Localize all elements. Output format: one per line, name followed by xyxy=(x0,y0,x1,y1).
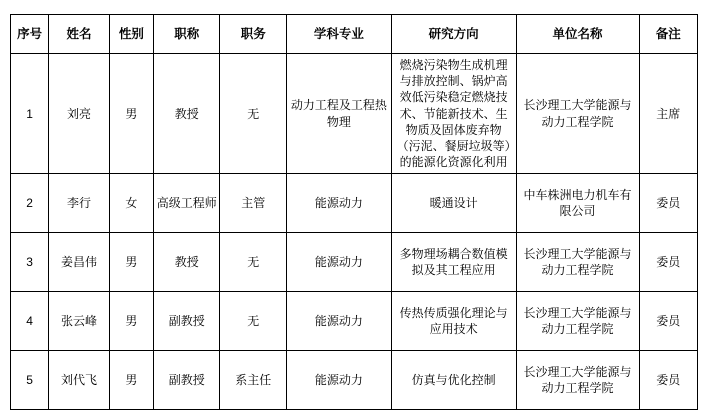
cell-title: 教授 xyxy=(154,54,220,174)
cell-gender: 女 xyxy=(109,174,153,233)
cell-note: 委员 xyxy=(639,292,698,351)
cell-post: 主管 xyxy=(220,174,286,233)
cell-title: 副教授 xyxy=(154,292,220,351)
cell-name: 李行 xyxy=(49,174,109,233)
cell-gender: 男 xyxy=(109,292,153,351)
cell-major: 能源动力 xyxy=(286,351,391,410)
table-row xyxy=(11,174,698,233)
cell-major: 能源动力 xyxy=(286,174,391,233)
cell-name: 刘代飞 xyxy=(49,351,109,410)
cell-gender: 男 xyxy=(109,351,153,410)
cell-field: 多物理场耦合数值模拟及其工程应用 xyxy=(391,233,516,292)
table-row xyxy=(11,54,698,174)
cell-name: 张云峰 xyxy=(49,292,109,351)
column-header-gender: 性别 xyxy=(109,15,153,54)
table-header-row xyxy=(11,15,698,54)
cell-field: 燃烧污染物生成机理与排放控制、锅炉高效低污染稳定燃烧技术、节能新技术、生物质及固体废弃物（污泥、餐厨垃圾等）的能源化资源化利用 xyxy=(391,54,516,174)
column-header-major: 学科专业 xyxy=(286,15,391,54)
cell-seq: 2 xyxy=(11,174,49,233)
cell-title: 教授 xyxy=(154,233,220,292)
column-header-org: 单位名称 xyxy=(516,15,639,54)
column-header-note: 备注 xyxy=(639,15,698,54)
cell-seq: 5 xyxy=(11,351,49,410)
cell-major: 能源动力 xyxy=(286,292,391,351)
column-header-post: 职务 xyxy=(220,15,286,54)
cell-note: 主席 xyxy=(639,54,698,174)
cell-note: 委员 xyxy=(639,233,698,292)
column-header-name: 姓名 xyxy=(49,15,109,54)
table-row xyxy=(11,233,698,292)
cell-major: 能源动力 xyxy=(286,233,391,292)
column-header-field: 研究方向 xyxy=(391,15,516,54)
cell-major: 动力工程及工程热物理 xyxy=(286,54,391,174)
column-header-seq: 序号 xyxy=(11,15,49,54)
cell-org: 长沙理工大学能源与动力工程学院 xyxy=(516,292,639,351)
cell-name: 姜昌伟 xyxy=(49,233,109,292)
cell-org: 中车株洲电力机车有限公司 xyxy=(516,174,639,233)
cell-field: 仿真与优化控制 xyxy=(391,351,516,410)
cell-gender: 男 xyxy=(109,233,153,292)
cell-note: 委员 xyxy=(639,174,698,233)
cell-note: 委员 xyxy=(639,351,698,410)
cell-field: 传热传质强化理论与应用技术 xyxy=(391,292,516,351)
cell-field: 暖通设计 xyxy=(391,174,516,233)
column-header-title: 职称 xyxy=(154,15,220,54)
cell-org: 长沙理工大学能源与动力工程学院 xyxy=(516,54,639,174)
cell-seq: 4 xyxy=(11,292,49,351)
cell-post: 系主任 xyxy=(220,351,286,410)
committee-roster-table xyxy=(10,14,698,410)
cell-post: 无 xyxy=(220,54,286,174)
table-row xyxy=(11,351,698,410)
cell-seq: 1 xyxy=(11,54,49,174)
cell-gender: 男 xyxy=(109,54,153,174)
table-row xyxy=(11,292,698,351)
cell-org: 长沙理工大学能源与动力工程学院 xyxy=(516,233,639,292)
cell-name: 刘亮 xyxy=(49,54,109,174)
cell-org: 长沙理工大学能源与动力工程学院 xyxy=(516,351,639,410)
cell-post: 无 xyxy=(220,292,286,351)
cell-title: 高级工程师 xyxy=(154,174,220,233)
cell-title: 副教授 xyxy=(154,351,220,410)
cell-post: 无 xyxy=(220,233,286,292)
cell-seq: 3 xyxy=(11,233,49,292)
